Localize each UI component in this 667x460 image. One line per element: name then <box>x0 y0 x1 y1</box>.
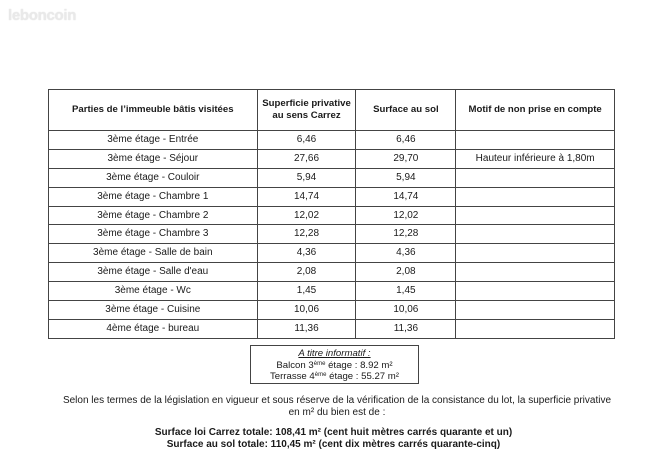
cell-sol: 1,45 <box>356 282 456 301</box>
table-row <box>49 319 615 338</box>
header-motif: Motif de non prise en compte <box>456 90 615 131</box>
header-sol: Surface au sol <box>356 90 456 131</box>
cell-carrez: 10,06 <box>257 301 356 320</box>
cell-sol: 4,36 <box>356 244 456 263</box>
cell-motif <box>456 168 615 187</box>
cell-motif <box>456 319 615 338</box>
cell-sol: 6,46 <box>356 131 456 150</box>
table-row <box>49 131 615 150</box>
cell-partie: 3ème étage - Wc <box>49 282 258 301</box>
total-carrez: Surface loi Carrez totale: 108,41 m² (cent huit mètres carrés quarante et un) <box>154 427 513 438</box>
cell-motif <box>456 301 615 320</box>
cell-carrez: 14,74 <box>257 187 356 206</box>
cell-sol: 29,70 <box>356 149 456 168</box>
cell-partie: 3ème étage - Séjour <box>49 149 258 168</box>
header-parties: Parties de l’immeuble bâtis visitées <box>49 90 258 131</box>
cell-carrez: 6,46 <box>257 131 356 150</box>
cell-motif <box>456 225 615 244</box>
cell-partie: 3ème étage - Salle de bain <box>49 244 258 263</box>
table-row <box>49 301 615 320</box>
cell-partie: 3ème étage - Chambre 3 <box>49 225 258 244</box>
cell-motif: Hauteur inférieure à 1,80m <box>456 149 615 168</box>
cell-partie: 3ème étage - Salle d'eau <box>49 263 258 282</box>
info-terrasse: Terrasse 4ème étage : 55.27 m² <box>269 371 399 382</box>
surface-table <box>48 89 615 339</box>
table-row <box>49 225 615 244</box>
cell-sol: 11,36 <box>356 319 456 338</box>
cell-partie: 4ème étage - bureau <box>49 319 258 338</box>
cell-carrez: 1,45 <box>257 282 356 301</box>
table-row <box>49 149 615 168</box>
table-row <box>49 206 615 225</box>
cell-partie: 3ème étage - Cuisine <box>49 301 258 320</box>
cell-carrez: 27,66 <box>257 149 356 168</box>
cell-carrez: 12,02 <box>257 206 356 225</box>
table-row <box>49 168 615 187</box>
cell-motif <box>456 244 615 263</box>
cell-carrez: 4,36 <box>257 244 356 263</box>
cell-motif <box>456 131 615 150</box>
info-box <box>250 345 419 384</box>
cell-carrez: 11,36 <box>257 319 356 338</box>
cell-carrez: 2,08 <box>257 263 356 282</box>
leboncoin-watermark: leboncoin <box>8 7 77 24</box>
cell-carrez: 5,94 <box>257 168 356 187</box>
cell-sol: 12,28 <box>356 225 456 244</box>
cell-motif <box>456 187 615 206</box>
cell-motif <box>456 282 615 301</box>
table-body <box>49 131 615 339</box>
table-row <box>49 263 615 282</box>
cell-sol: 2,08 <box>356 263 456 282</box>
table-row <box>49 187 615 206</box>
legal-text: Selon les termes de la législation en vigueur et sous réserve de la vérification de la consistance du lot, la superficie privative en m² du bien est de : <box>62 395 612 418</box>
cell-partie: 3ème étage - Chambre 2 <box>49 206 258 225</box>
cell-sol: 14,74 <box>356 187 456 206</box>
cell-sol: 5,94 <box>356 168 456 187</box>
cell-motif <box>456 263 615 282</box>
cell-carrez: 12,28 <box>257 225 356 244</box>
table-row <box>49 282 615 301</box>
cell-partie: 3ème étage - Chambre 1 <box>49 187 258 206</box>
header-carrez: Superficie privative au sens Carrez <box>257 90 356 131</box>
table-header-row <box>49 90 615 131</box>
cell-motif <box>456 206 615 225</box>
cell-sol: 12,02 <box>356 206 456 225</box>
cell-sol: 10,06 <box>356 301 456 320</box>
cell-partie: 3ème étage - Couloir <box>49 168 258 187</box>
table-row <box>49 244 615 263</box>
info-title: A titre informatif : <box>298 348 371 359</box>
totals-block <box>40 427 627 451</box>
total-sol: Surface au sol totale: 110,45 m² (cent dix mètres carrés quarante-cinq) <box>166 439 501 450</box>
cell-partie: 3ème étage - Entrée <box>49 131 258 150</box>
info-balcon: Balcon 3ème étage : 8.92 m² <box>276 359 393 371</box>
